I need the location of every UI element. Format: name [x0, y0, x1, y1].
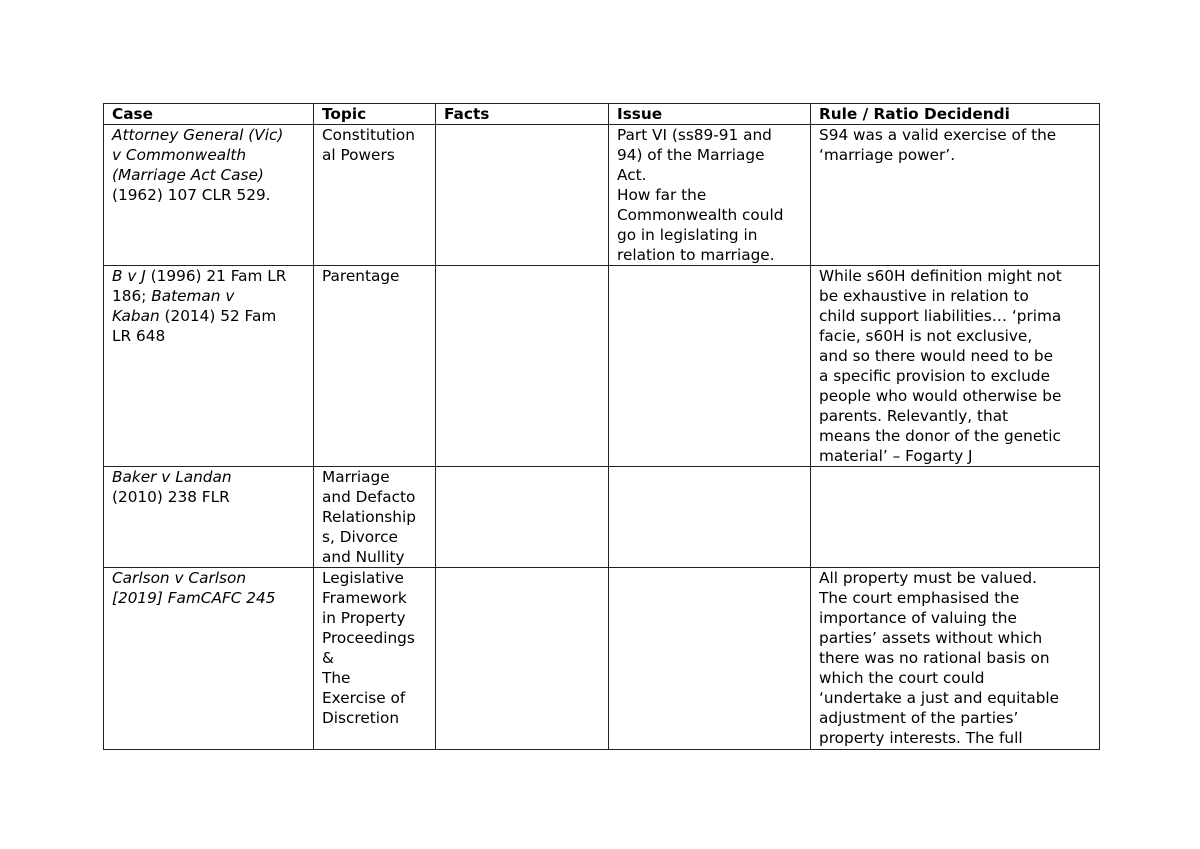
- case-table: [103, 103, 1100, 750]
- issue-cell: [609, 266, 811, 467]
- header-facts: Facts: [436, 104, 609, 125]
- header-issue: Issue: [609, 104, 811, 125]
- case-cell: [104, 568, 314, 750]
- table-row: [104, 266, 1100, 467]
- table-row: [104, 125, 1100, 266]
- rule-cell: All property must be valued. The court emphasised the importance of valuing the parties’ assets without which there was no rational basis on which the court could ‘undertake a just and equitable adjustment of the parties’ property interests. The full: [811, 568, 1100, 750]
- case-cell: [104, 125, 314, 266]
- header-rule: Rule / Ratio Decidendi: [811, 104, 1100, 125]
- facts-cell: [436, 568, 609, 750]
- facts-cell: [436, 125, 609, 266]
- case-name: Baker v Landan: [112, 468, 232, 486]
- header-row: [104, 104, 1100, 125]
- rule-cell: While s60H definition might not be exhaustive in relation to child support liabilities… ‘prima facie, s60H is not exclusive, and so there would need to be a specific provision to exclude people who would otherwise be parents. Relevantly, that means the donor of the genetic material’ – Fogarty J: [811, 266, 1100, 467]
- case-citation: (2010) 238 FLR: [112, 488, 230, 506]
- issue-cell: Part VI (ss89-91 and 94) of the Marriage Act. How far the Commonwealth could go in legislating in relation to marriage.: [609, 125, 811, 266]
- case-citation: (1962) 107 CLR 529.: [112, 186, 271, 204]
- facts-cell: [436, 467, 609, 568]
- case-citation: (1996) 21 Fam LR 186;: [112, 267, 287, 305]
- case-name: Attorney General (Vic) v Commonwealth (Marriage Act Case): [112, 126, 284, 184]
- case-name: Carlson v Carlson [2019] FamCAFC 245: [112, 569, 276, 607]
- issue-cell: [609, 467, 811, 568]
- case-name: B v J: [112, 267, 146, 285]
- facts-cell: [436, 266, 609, 467]
- case-cell: [104, 467, 314, 568]
- case-cell: [104, 266, 314, 467]
- topic-cell: Legislative Framework in Property Proceedings & The Exercise of Discretion: [314, 568, 436, 750]
- table-row: [104, 467, 1100, 568]
- topic-cell: Parentage: [314, 266, 436, 467]
- issue-cell: [609, 568, 811, 750]
- case-citation: (2014) 52 Fam LR 648: [112, 307, 277, 345]
- topic-cell: Marriage and Defacto Relationship s, Divorce and Nullity: [314, 467, 436, 568]
- table-row: [104, 568, 1100, 750]
- case-name: Bateman v Kaban: [112, 287, 235, 325]
- rule-cell: [811, 467, 1100, 568]
- topic-cell: Constitution al Powers: [314, 125, 436, 266]
- rule-cell: S94 was a valid exercise of the ‘marriage power’.: [811, 125, 1100, 266]
- header-case: Case: [104, 104, 314, 125]
- header-topic: Topic: [314, 104, 436, 125]
